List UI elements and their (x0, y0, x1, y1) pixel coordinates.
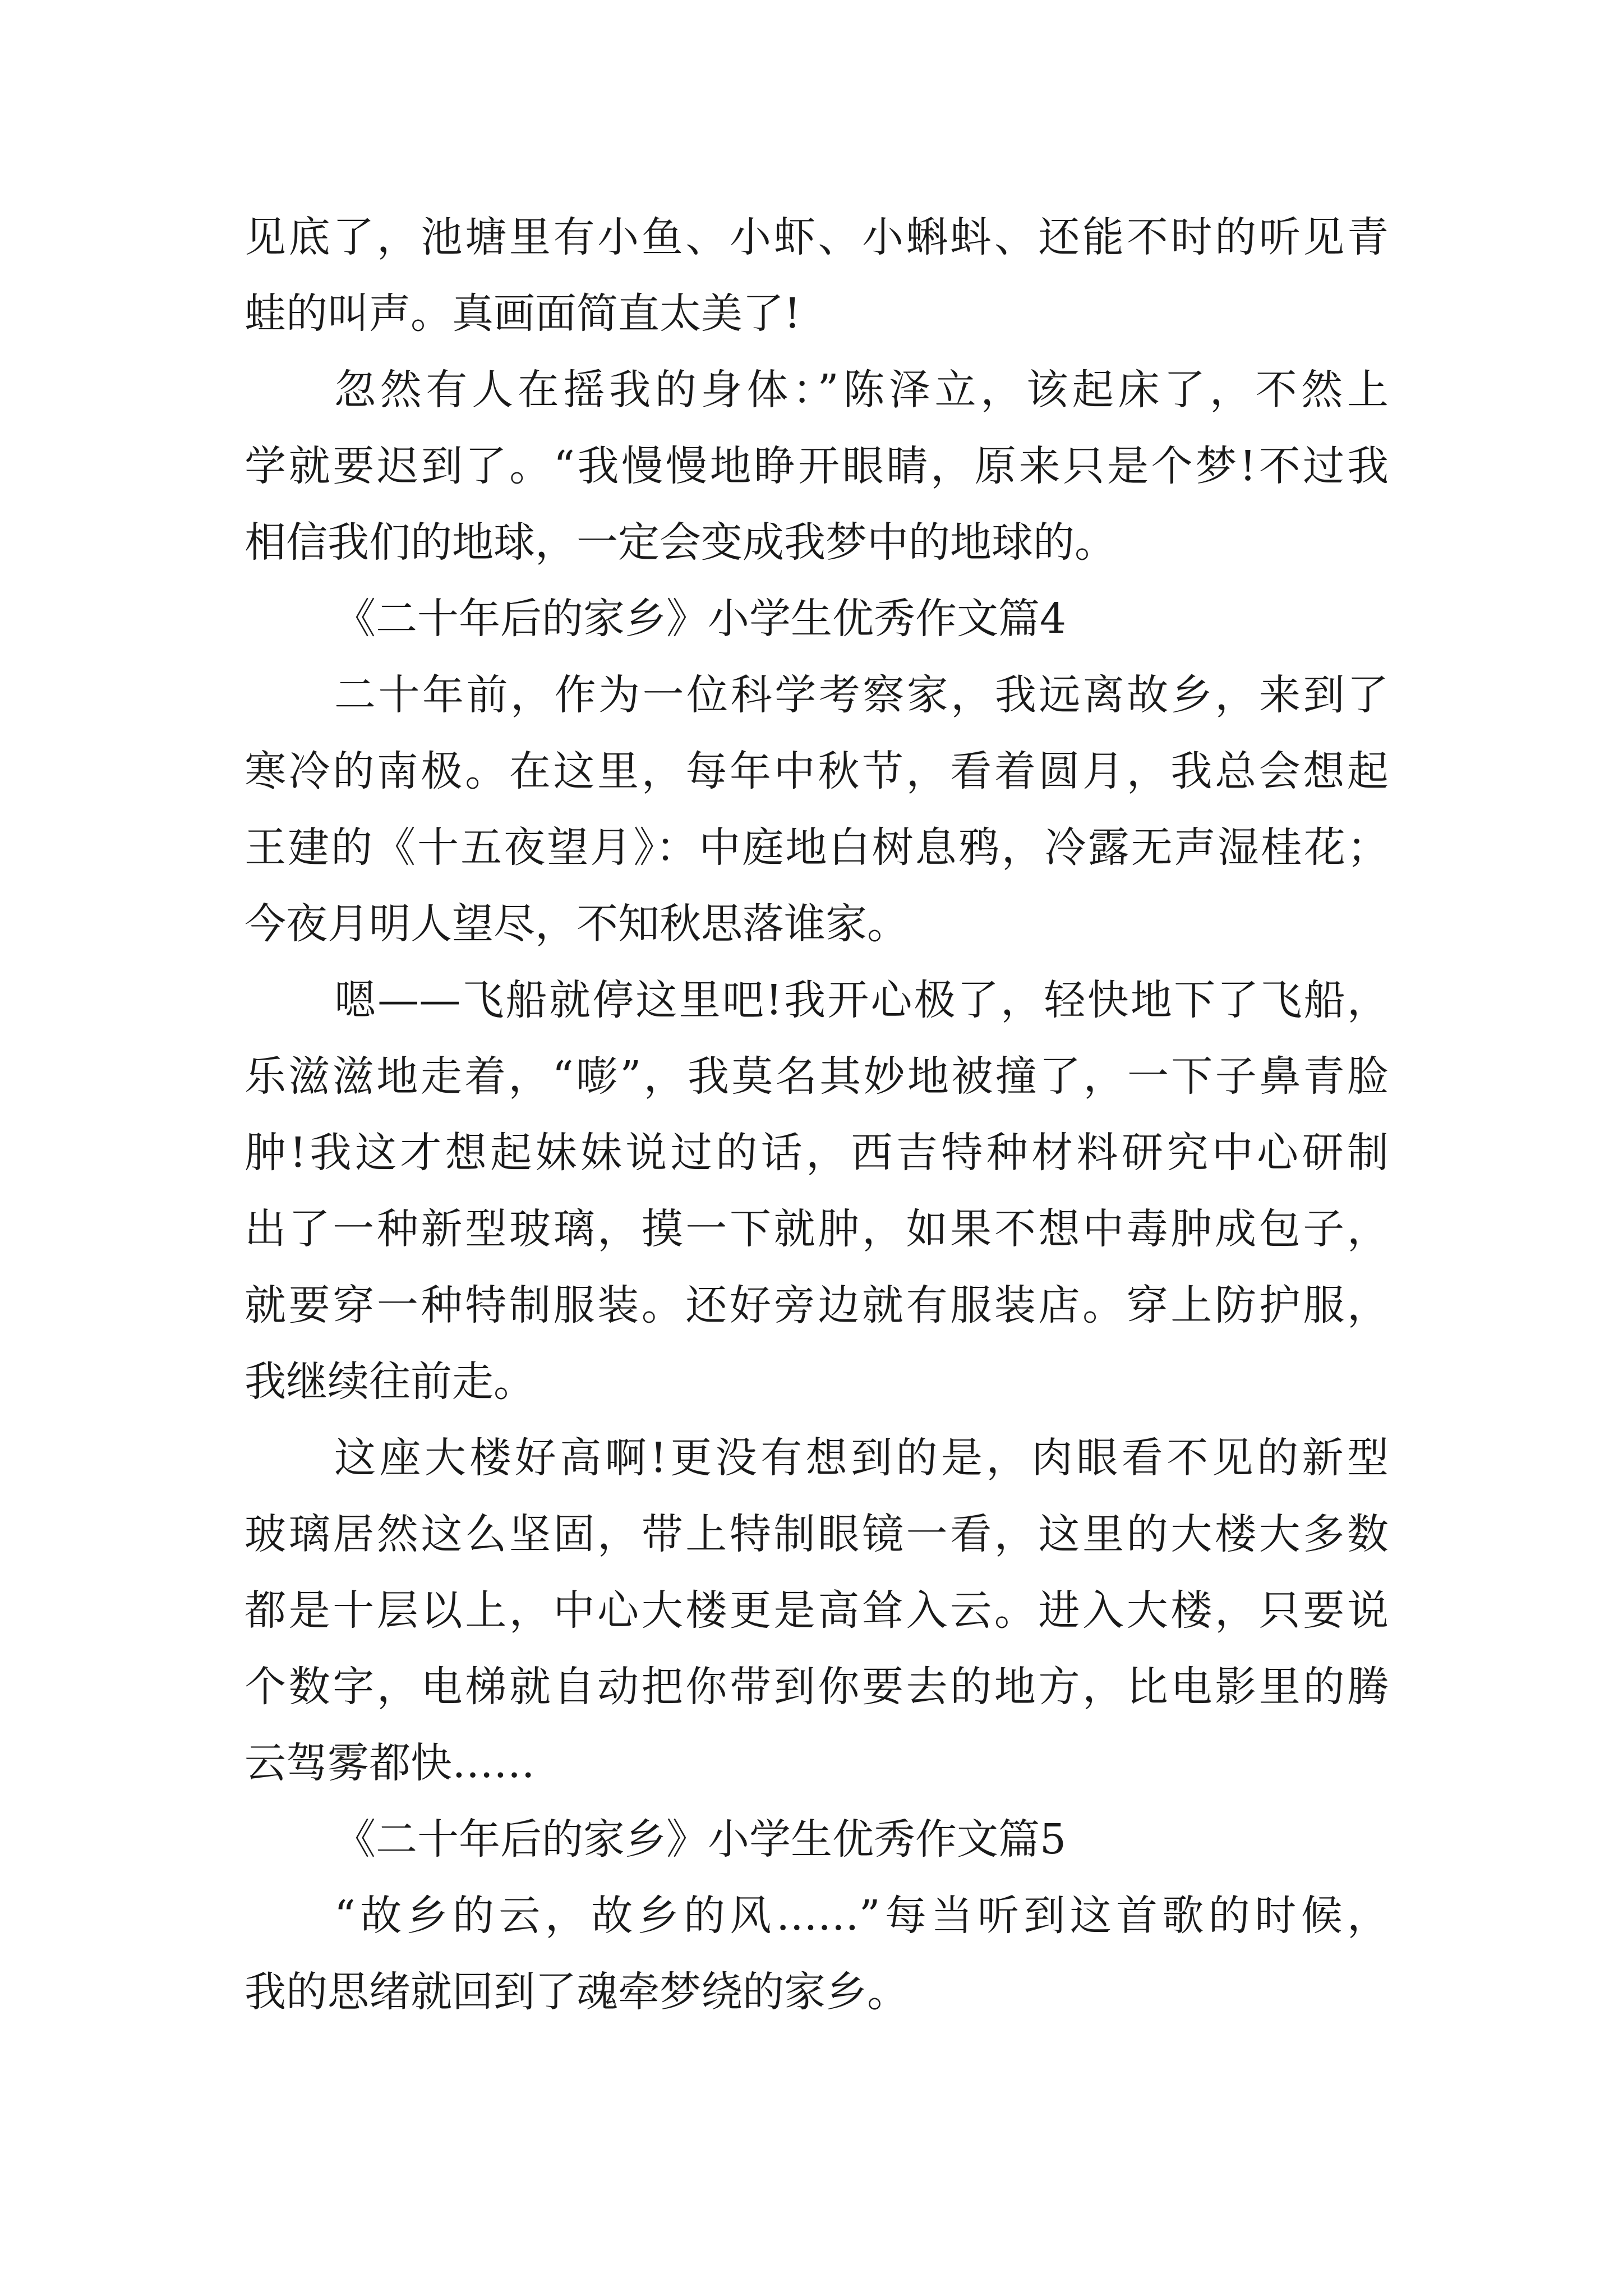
text-line: 二十年前，作为一位科学考察家，我远离故乡，来到了 (334, 671, 1389, 719)
text-line: 乐滋滋地走着，“嘭”，我莫名其妙地被撞了，一下子鼻青脸 (245, 1052, 1389, 1101)
text-line: 见底了，池塘里有小鱼、小虾、小蝌蚪、还能不时的听见青 (245, 213, 1389, 261)
text-line: 我继续往前走。 (245, 1358, 535, 1406)
essay-text-column (245, 199, 1389, 2030)
text-line: 学就要迟到了。“我慢慢地睁开眼睛，原来只是个梦!不过我 (245, 442, 1389, 490)
text-line: 我的思绪就回到了魂牵梦绕的家乡。 (245, 1968, 909, 2016)
text-line: 玻璃居然这么坚固，带上特制眼镜一看，这里的大楼大多数 (245, 1510, 1389, 1558)
text-line: 忽然有人在摇我的身体：”陈泽立，该起床了，不然上 (334, 366, 1389, 414)
text-line: 个数字，电梯就自动把你带到你要去的地方，比电影里的腾 (245, 1663, 1389, 1711)
text-line: 寒冷的南极。在这里，每年中秋节，看着圆月，我总会想起 (245, 747, 1389, 795)
section-heading: 《二十年后的家乡》小学生优秀作文篇5 (334, 1815, 1067, 1864)
text-line: 这座大楼好高啊!更没有想到的是，肉眼看不见的新型 (334, 1434, 1389, 1482)
text-line: 出了一种新型玻璃，摸一下就肿，如果不想中毒肿成包子， (245, 1205, 1389, 1253)
text-line: 云驾雾都快…… (245, 1739, 535, 1787)
text-line: 肿!我这才想起妹妹说过的话，西吉特种材料研究中心研制 (245, 1129, 1389, 1177)
text-line: “故乡的云，故乡的风……”每当听到这首歌的时候， (334, 1892, 1389, 1940)
text-line: 就要穿一种特制服装。还好旁边就有服装店。穿上防护服， (245, 1281, 1389, 1329)
text-line: 嗯——飞船就停这里吧!我开心极了，轻快地下了飞船， (334, 976, 1389, 1024)
text-line: 相信我们的地球，一定会变成我梦中的地球的。 (245, 518, 1116, 567)
text-line: 都是十层以上，中心大楼更是高耸入云。进入大楼，只要说 (245, 1586, 1389, 1635)
text-line: 王建的《十五夜望月》：中庭地白树息鸦，冷露无声湿桂花； (245, 823, 1389, 872)
text-line: 蛙的叫声。真画面简直太美了! (245, 289, 801, 338)
section-heading: 《二十年后的家乡》小学生优秀作文篇4 (334, 595, 1067, 643)
text-line: 今夜月明人望尽，不知秋思落谁家。 (245, 900, 909, 948)
